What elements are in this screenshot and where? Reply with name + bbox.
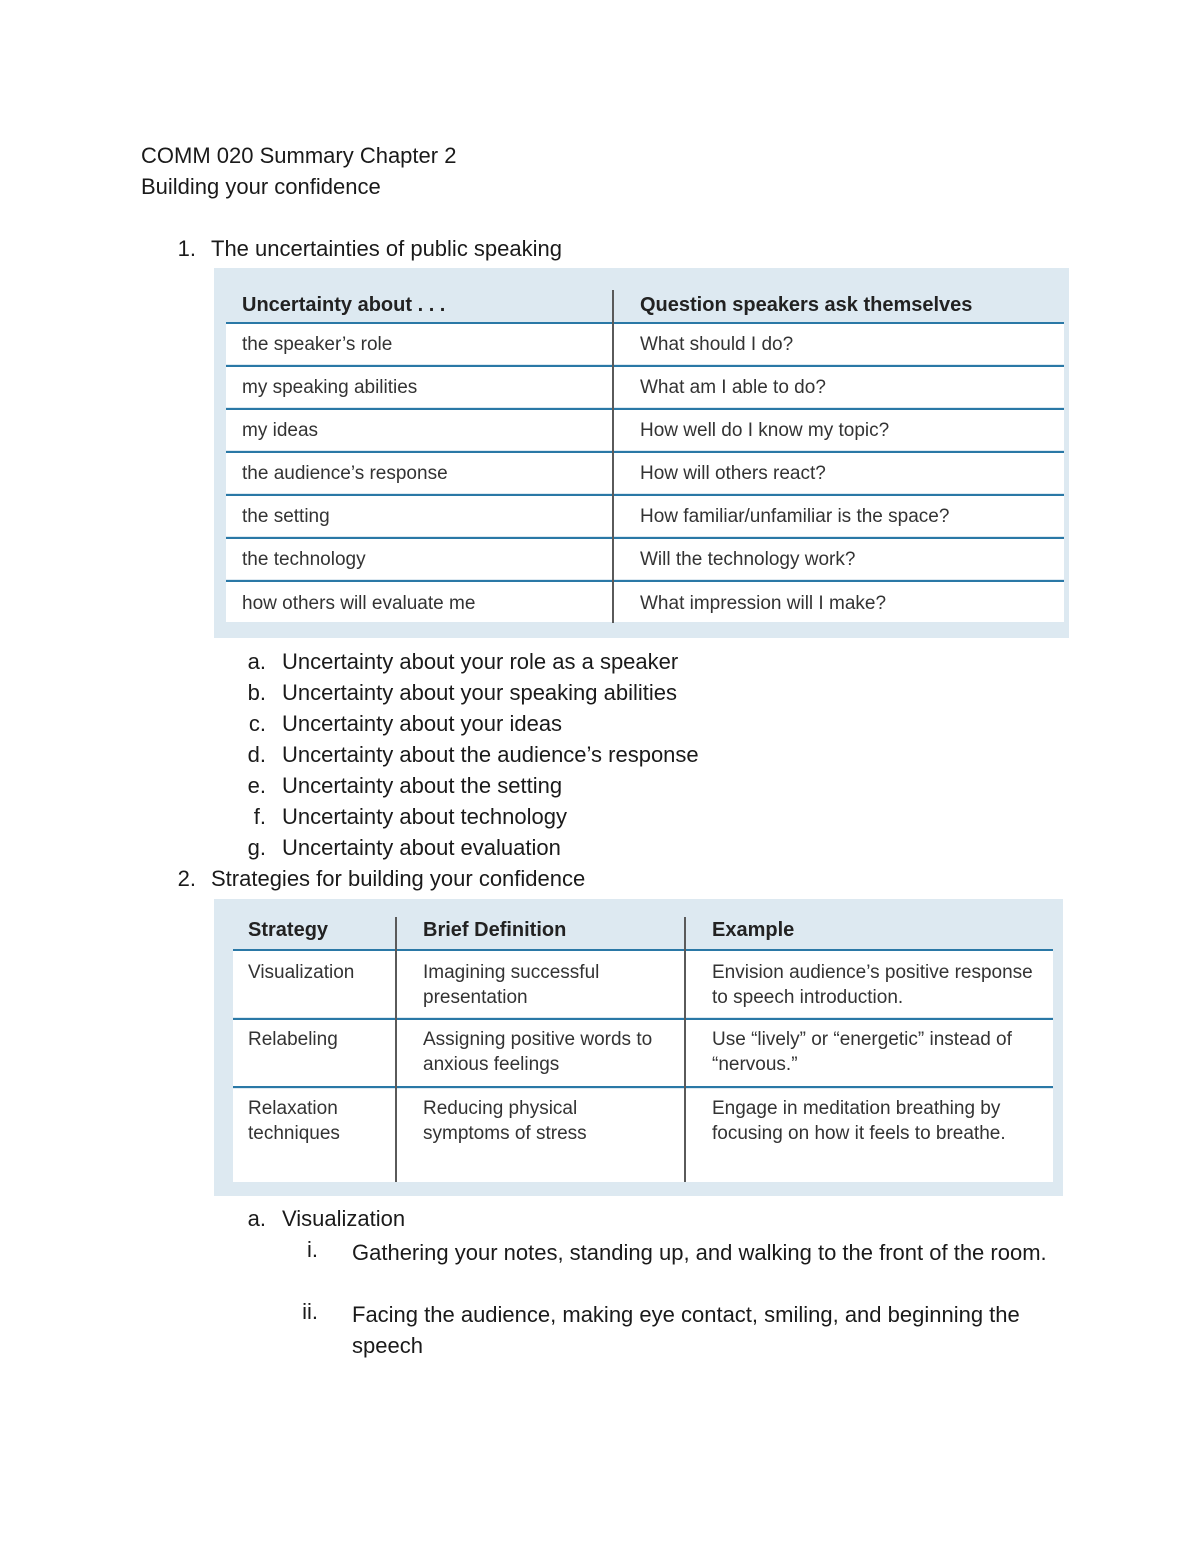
section-marker: 2. [177, 866, 196, 891]
uncertainty-table [214, 268, 1069, 638]
table-header-cell: Strategy [248, 919, 329, 941]
list-marker: a. [247, 1206, 266, 1231]
page-title: COMM 020 Summary Chapter 2 [141, 143, 457, 168]
list-marker: a. [247, 649, 266, 674]
list-item: Uncertainty about technology [282, 804, 567, 829]
list-marker: ii. [302, 1299, 318, 1324]
list-marker: b. [247, 680, 266, 705]
list-item: Visualization [282, 1206, 406, 1231]
table-cell: What should I do? [640, 334, 794, 355]
list-marker: c. [248, 711, 266, 736]
list-item: Uncertainty about your ideas [282, 711, 563, 736]
table-cell: my speaking abilities [242, 377, 418, 398]
section-marker: 1. [177, 236, 196, 261]
table-header-cell: Question speakers ask themselves [640, 294, 973, 316]
list-item: Facing the audience, making eye contact, smiling, and beginning the speech [352, 1302, 1020, 1358]
list-item: Uncertainty about your role as a speaker [282, 649, 679, 674]
table-header-cell: Uncertainty about . . . [242, 294, 446, 316]
list-item: Uncertainty about your speaking abilities [282, 680, 678, 705]
table-cell: how others will evaluate me [242, 593, 476, 614]
table-cell: Relaxation techniques [248, 1098, 340, 1144]
table-cell: How will others react? [640, 463, 826, 484]
table-cell: Visualization [248, 962, 355, 983]
table-cell: Envision audience’s positive response to speech introduction. [712, 962, 1033, 1008]
table-cell: Relabeling [248, 1029, 338, 1050]
list-marker: e. [247, 773, 266, 798]
table-cell: Will the technology work? [640, 549, 856, 570]
table-cell: Assigning positive words to anxious feelings [423, 1029, 653, 1075]
list-item: Gathering your notes, standing up, and walking to the front of the room. [352, 1240, 1047, 1265]
table-cell: What am I able to do? [640, 377, 826, 398]
list-marker: f. [253, 804, 266, 829]
list-marker: g. [247, 835, 266, 860]
table-cell: the speaker’s role [242, 334, 393, 355]
table-header-cell: Brief Definition [423, 919, 567, 941]
list-item: Uncertainty about the audience’s response [282, 742, 699, 767]
table-header-cell: Example [712, 919, 795, 941]
list-marker: d. [247, 742, 266, 767]
table-cell: Engage in meditation breathing by focusing on how it feels to breathe. [712, 1098, 1006, 1144]
section-heading: Strategies for building your confidence [211, 866, 586, 891]
section-heading: The uncertainties of public speaking [211, 236, 562, 261]
table-cell: the audience’s response [242, 463, 448, 484]
table-cell: Imagining successful presentation [423, 962, 600, 1008]
table-cell: How well do I know my topic? [640, 420, 890, 441]
table-cell: Reducing physical symptoms of stress [423, 1098, 587, 1144]
table-cell: What impression will I make? [640, 593, 887, 614]
table-cell: How familiar/unfamiliar is the space? [640, 506, 950, 527]
list-item: Uncertainty about the setting [282, 773, 563, 798]
list-item: Uncertainty about evaluation [282, 835, 561, 860]
table-cell: my ideas [242, 420, 319, 441]
table-cell: Use “lively” or “energetic” instead of “nervous.” [712, 1029, 1012, 1075]
table-cell: the technology [242, 549, 366, 570]
table-cell: the setting [242, 506, 330, 527]
page-subtitle: Building your confidence [141, 174, 381, 199]
list-marker: i. [307, 1237, 318, 1262]
strategy-table [214, 899, 1063, 1196]
